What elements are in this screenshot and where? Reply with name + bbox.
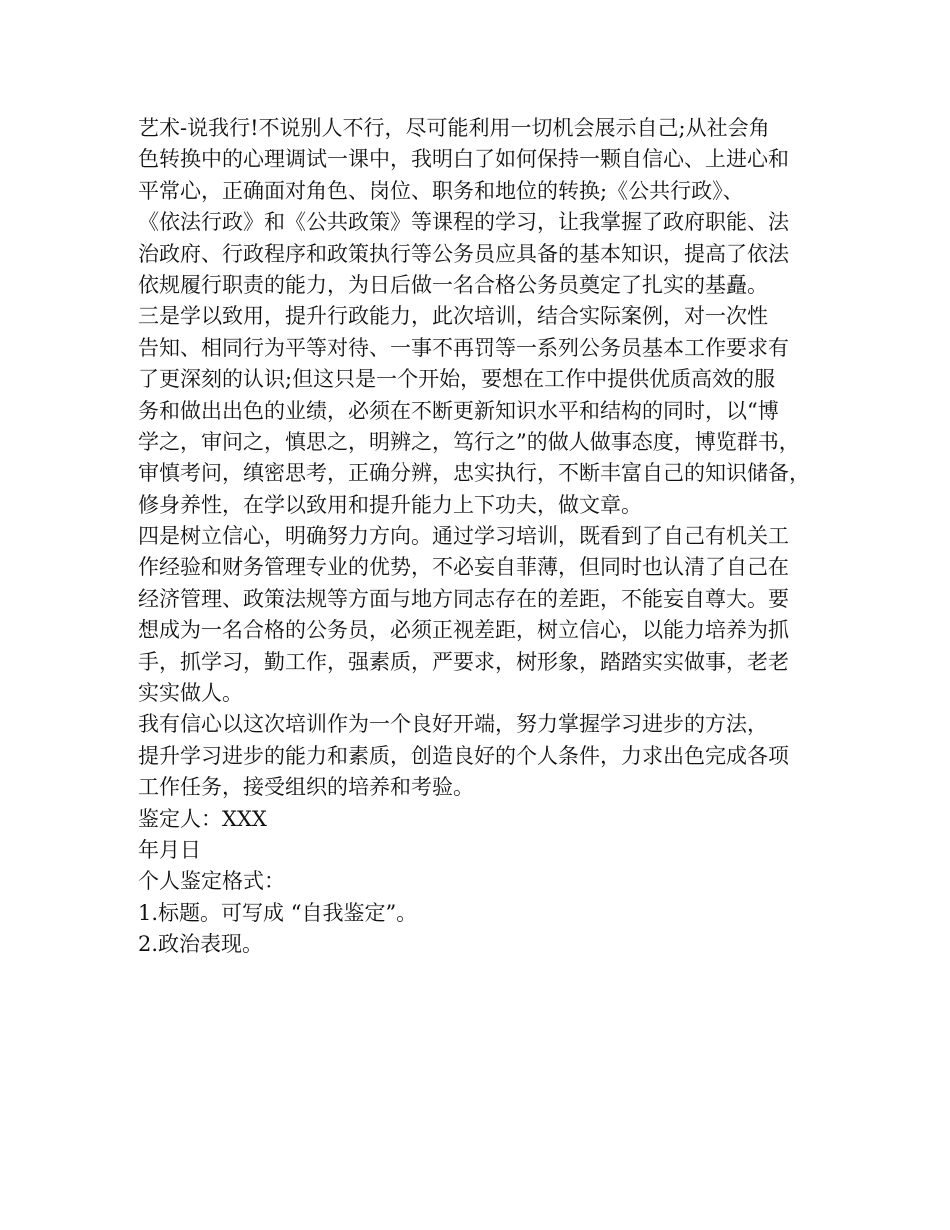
list-item: 2.政治表现。 xyxy=(138,932,264,957)
list-item: 1.标题。可写成 “自我鉴定”。 xyxy=(138,900,418,925)
date-line: 年月日 xyxy=(138,837,201,862)
text-line: 实实做人。 xyxy=(138,681,243,706)
text-line: 手，抓学习，勤工作，强素质，严要求，树形象，踏踏实实做事，老老 xyxy=(138,649,789,674)
text-line: 色转换中的心理调试一课中，我明白了如何保持一颗自信心、上进心和 xyxy=(138,147,789,172)
text-line: 工作任务，接受组织的培养和考验。 xyxy=(138,775,474,800)
signatory-line: 鉴定人：XXX xyxy=(138,806,267,831)
text-line: 经济管理、政策法规等方面与地方同志存在的差距，不能妄自尊大。要 xyxy=(138,586,789,611)
text-line: 提升学习进步的能力和素质，创造良好的个人条件，力求出色完成各项 xyxy=(138,743,789,768)
text-line: 治政府、行政程序和政策执行等公务员应具备的基本知识，提高了依法 xyxy=(138,241,789,266)
text-line: 审慎考问，缜密思考，正确分辨，忠实执行，不断丰富自己的知识储备， xyxy=(138,461,810,486)
text-line: 修身养性，在学以致用和提升能力上下功夫，做文章。 xyxy=(138,492,642,517)
document-body xyxy=(138,113,838,961)
text-line: 三是学以致用，提升行政能力，此次培训，结合实际案例，对一次性 xyxy=(138,304,768,329)
text-line: 我有信心以这次培训作为一个良好开端，努力掌握学习进步的方法， xyxy=(138,712,768,737)
text-line: 依规履行职责的能力，为日后做一名合格公务员奠定了扎实的基矗。 xyxy=(138,272,768,297)
text-line: 告知、相同行为平等对待、一事不再罚等一系列公务员基本工作要求有 xyxy=(138,335,789,360)
text-line: 作经验和财务管理专业的优势，不必妄自菲薄，但同时也认清了自己在 xyxy=(138,555,789,580)
text-line: 艺术-说我行!不说别人不行，尽可能利用一切机会展示自己;从社会角 xyxy=(138,116,770,140)
text-line: 平常心，正确面对角色、岗位、职务和地位的转换;《公共行政》、 xyxy=(138,178,744,203)
text-line: 四是树立信心，明确努力方向。通过学习培训，既看到了自己有机关工 xyxy=(138,524,789,549)
text-line: 了更深刻的认识;但这只是一个开始，要想在工作中提供优质高效的服 xyxy=(138,367,776,392)
text-line: 《依法行政》和《公共政策》等课程的学习，让我掌握了政府职能、法 xyxy=(138,210,789,235)
text-line: 想成为一名合格的公务员，必须正视差距，树立信心，以能力培养为抓 xyxy=(138,618,789,643)
section-heading: 个人鉴定格式： xyxy=(138,869,285,894)
text-line: 务和做出出色的业绩，必须在不断更新知识水平和结构的同时，以“博 xyxy=(138,398,779,423)
text-line: 学之，审问之，慎思之，明辨之，笃行之”的做人做事态度，博览群书， xyxy=(138,429,800,454)
